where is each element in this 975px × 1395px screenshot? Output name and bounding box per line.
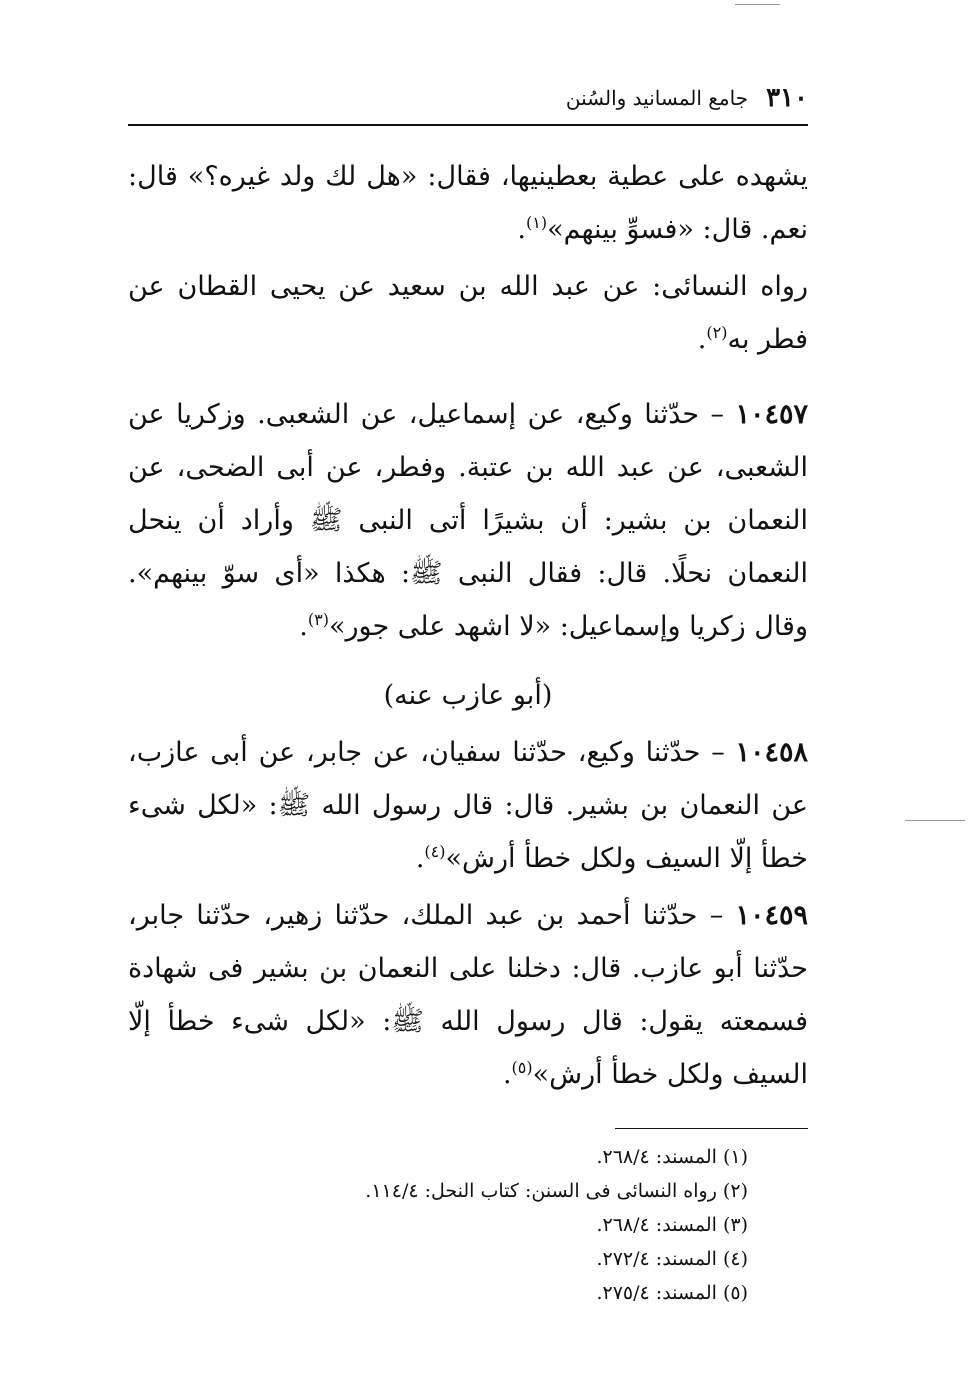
hadith-number: ١٠٤٥٧ [735, 399, 808, 430]
footnote: (٥) المسند: ٢٧٥/٤. [596, 1282, 748, 1304]
footnote: (١) المسند: ٢٦٨/٤. [596, 1146, 748, 1168]
footnote: (٢) رواه النسائى فى السنن: كتاب النحل: ١١٤/٤. [365, 1180, 748, 1202]
book-title: جامع المسانيد والسُنن [565, 86, 749, 110]
section-heading: (أبو عازب عنه) [383, 680, 553, 711]
footnotes [128, 1140, 748, 1310]
paragraph-text: – حدّثنا وكيع، عن إسماعيل، عن الشعبى. وزكريا عن الشعبى، عن عبد الله بن عتبة. وفطر، عن أبى الضحى، عن النعمان بن بشير: أن بشيرًا أتى النبى ﷺ وأراد أن ينحل النعمان نحلًا. قال: فقال النبى ﷺ: هكذا «أى سوّ بينهم». وقال زكريا وإسماعيل: «لا اشهد على جور» [128, 399, 808, 642]
page-number: ٣١٠ [766, 83, 808, 113]
paragraph-text: يشهده على عطية بعطينيها، فقال: «هل لك ولد غيره؟» قال: نعم. قال: «فسوِّ بينهم» [128, 161, 808, 245]
footnote-ref: (١) [526, 213, 548, 232]
footnote-ref: (٣) [307, 610, 329, 629]
hadith-number: ١٠٤٥٩ [735, 900, 808, 931]
footnote: (٣) المسند: ٢٦٨/٤. [596, 1214, 748, 1236]
paragraph-text: رواه النسائى: عن عبد الله بن سعيد عن يحيى القطان عن فطر به [128, 271, 808, 355]
main-text [128, 150, 808, 1105]
hadith-entry [128, 726, 808, 885]
hadith-number: ١٠٤٥٨ [735, 737, 808, 768]
scan-edge-mark [905, 820, 965, 821]
sentence-end: . [697, 324, 707, 355]
paragraph-text: – حدّثنا وكيع، حدّثنا سفيان، عن جابر، عن أبى عازب، عن النعمان بن بشير. قال: قال رسول الله ﷺ: «لكل شىء خطأ إلّا السيف ولكل خطأ أرش» [128, 737, 808, 874]
paragraph [128, 260, 808, 366]
sentence-end: . [299, 611, 308, 642]
footnote-ref: (٢) [706, 323, 728, 342]
sentence-end: . [415, 843, 425, 874]
footnote-rule [615, 1128, 808, 1129]
header-rule [128, 124, 808, 126]
footnote-ref: (٥) [511, 1058, 533, 1077]
page-header [128, 78, 808, 118]
footnote-ref: (٤) [424, 842, 446, 861]
paragraph [128, 150, 808, 256]
hadith-entry [128, 388, 808, 653]
paragraph-text: – حدّثنا أحمد بن عبد الملك، حدّثنا زهير، حدّثنا جابر، حدّثنا أبو عازب. قال: دخلنا على النعمان بن بشير فى شهادة فسمعته يقول: قال رسول الله ﷺ: «لكل شىء خطأ إلّا السيف ولكل خطأ أرش» [128, 900, 808, 1090]
sentence-end: . [502, 1059, 512, 1090]
scan-edge-mark [735, 4, 780, 5]
footnote: (٤) المسند: ٢٧٢/٤. [596, 1248, 748, 1270]
hadith-entry [128, 889, 808, 1101]
sentence-end: . [517, 214, 527, 245]
